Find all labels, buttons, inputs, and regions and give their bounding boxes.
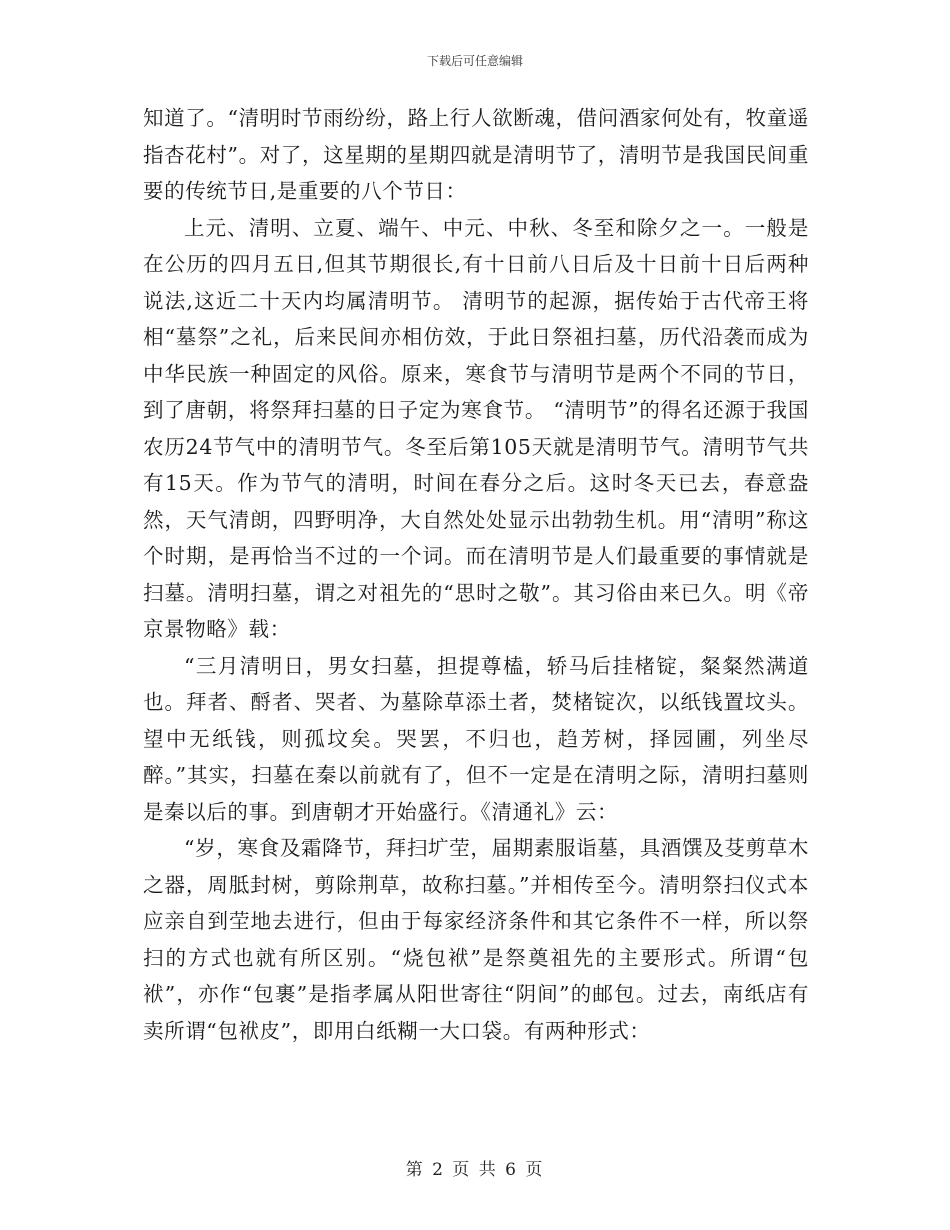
paragraph-4: “岁，寒食及霜降节，拜扫圹茔，届期素服诣墓，具酒馔及芟剪草木之器，周胝封树，剪除荆草，故称扫墓。”并相传至今。清明祭扫仪式本应亲自到茔地去进行，但由于每家经济条件和其它条件不一样，所以祭扫的方式也就有所区别。“烧包袱”是祭奠祖先的主要形式。所谓“包袱”，亦作“包裹”是指孝属从阳世寄往“阴间”的邮包。过去，南纸店有卖所谓“包袱皮”，即用白纸糊一大口袋。有两种形式： [143, 836, 809, 1043]
document-body [143, 100, 809, 1049]
page-footer: 第 2 页 共 6 页 [405, 1160, 545, 1180]
page-header: 下载后可任意编辑 [426, 54, 523, 68]
paragraph-2: 上元、清明、立夏、端午、中元、中秋、冬至和除夕之一。一般是在公历的四月五日,但其节期很长,有十日前八日后及十日前十日后两种说法,这近二十天内均属清明节。 清明节的起源，据传始于古代帝王将相“墓祭”之礼，后来民间亦相仿效，于此日祭祖扫墓，历代沿袭而成为中华民族一种固定的风俗。原来，寒食节与清明节是两个不同的节日，到了唐朝，将祭拜扫墓的日子定为寒食节。 “清明节”的得名还源于我国农历24节气中的清明节气。冬至后第105天就是清明节气。清明节气共有15天。作为节气的清明，时间在春分之后。这时冬天已去，春意盎然，天气清朗，四野明净，大自然处处显示出勃勃生机。用“清明”称这个时期，是再恰当不过的一个词。而在清明节是人们最重要的事情就是扫墓。清明扫墓，谓之对祖先的“思时之敬”。其习俗由来已久。明《帝京景物略》载： [143, 215, 809, 641]
paragraph-3: “三月清明日，男女扫墓，担提尊榼，轿马后挂楮锭，粲粲然满道也。拜者、酹者、哭者、为墓除草添土者，焚楮锭次，以纸钱置坟头。望中无纸钱，则孤坟矣。哭罢，不归也，趋芳树，择园圃，列坐尽醉。”其实，扫墓在秦以前就有了，但不一定是在清明之际，清明扫墓则是秦以后的事。到唐朝才开始盛行。《清通礼》云： [143, 653, 809, 824]
paragraph-1: 知道了。“清明时节雨纷纷，路上行人欲断魂，借问酒家何处有，牧童遥指杏花村”。对了，这星期的星期四就是清明节了，清明节是我国民间重要的传统节日,是重要的八个节日： [143, 106, 809, 203]
